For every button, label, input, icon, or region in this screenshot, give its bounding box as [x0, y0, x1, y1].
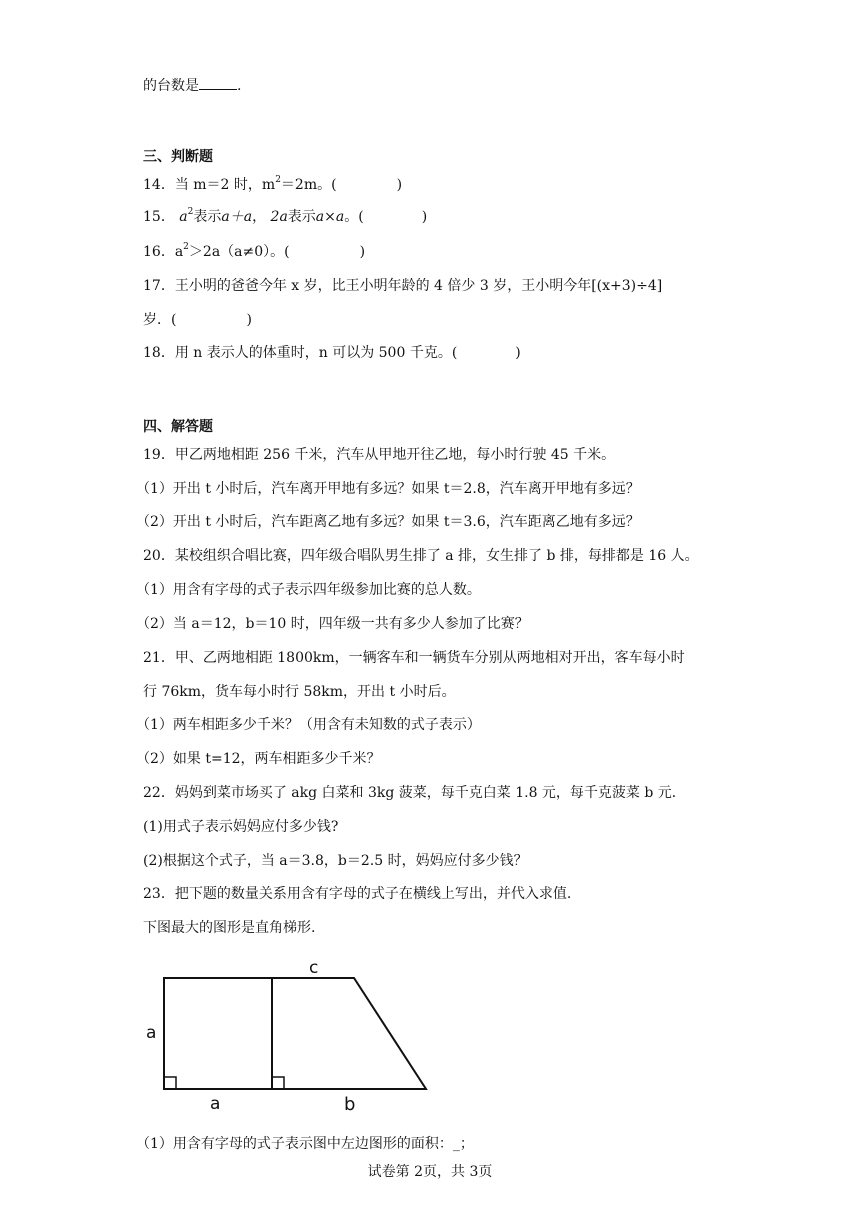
question-20: 20．某校组织合唱比赛，四年级合唱队男生排了 a 排，女生排了 b 排，每排都是 16 人。: [143, 548, 699, 564]
question-18: 18．用 n 表示人的体重时，n 可以为 500 千克。( ): [143, 345, 521, 361]
question-17-line2: 岁．( ): [143, 312, 252, 328]
label-a-side: a: [146, 1023, 157, 1043]
question-20-part2: （2）当 a＝12，b＝10 时，四年级一共有多少人参加了比赛？: [136, 616, 529, 632]
section-heading-judgement: 三、判断题: [143, 149, 213, 165]
label-b: b: [344, 1094, 356, 1115]
question-15: 15． $a^2$表示a＋a， 2a表示a×a。( ): [143, 207, 428, 225]
question-16: 16．$a^2>2a(a\ne 0)$。( ): [143, 242, 366, 260]
question-14: 14．当 m＝2 时，$m^2=2m$。( ): [143, 175, 403, 193]
q13-text: 的台数是: [143, 78, 199, 94]
question-17-line1: 17．王小明的爸爸今年 x 岁，比王小明年龄的 4 倍少 3 岁，王小明今年[(x+3)÷4]: [143, 278, 663, 294]
question-19: 19．甲乙两地相距 256 千米，汽车从甲地开往乙地，每小时行驶 45 千米。: [143, 447, 616, 463]
question-23-description: 下图最大的图形是直角梯形.: [143, 920, 316, 936]
answer-blank[interactable]: [199, 75, 237, 90]
label-c: c: [309, 958, 319, 978]
question-22-part2: (2)根据这个式子，当 a＝3.8，b＝2.5 时，妈妈应付多少钱？: [143, 853, 528, 869]
question-19-part2: （2）开出 t 小时后，汽车距离乙地有多远？如果 t＝3.6，汽车距离乙地有多远？: [136, 514, 640, 530]
question-21-part2: （2）如果 t=12，两车相距多少千米？: [136, 751, 381, 767]
label-a-bottom: a: [210, 1094, 221, 1114]
right-angle-marks: [164, 1077, 284, 1089]
question-22-part1: (1)用式子表示妈妈应付多少钱?: [143, 819, 339, 835]
question-23-part1: （1）用含有字母的式子表示图中左边图形的面积：_；: [136, 1136, 474, 1152]
question-21-line2: 行 76km，货车每小时行 58km，开出 t 小时后。: [143, 684, 456, 700]
question-19-part1: （1）开出 t 小时后，汽车离开甲地有多远？如果 t＝2.8，汽车离开甲地有多远？: [136, 481, 640, 497]
question-20-part1: （1）用含有字母的式子表示四年级参加比赛的总人数。: [136, 582, 481, 598]
section-heading-answers: 四、解答题: [143, 419, 213, 435]
page-footer: 试卷第 2页，共 3页: [367, 1164, 493, 1180]
question-21-part1: （1）两车相距多少千米？（用含有未知数的式子表示）: [136, 717, 481, 733]
trapezoid-outline: [164, 978, 426, 1089]
q13-continuation: 的台数是 .: [143, 75, 241, 95]
question-21-line1: 21．甲、乙两地相距 1800km，一辆客车和一辆货车分别从两地相对开出，客车每小时: [143, 650, 685, 666]
question-22: 22．妈妈到菜市场买了 akg 白菜和 3kg 菠菜，每千克白菜 1.8 元，每千克菠菜 b 元．: [143, 785, 686, 801]
question-23: 23．把下题的数量关系用含有字母的式子在横线上写出，并代入求值.: [143, 886, 572, 902]
